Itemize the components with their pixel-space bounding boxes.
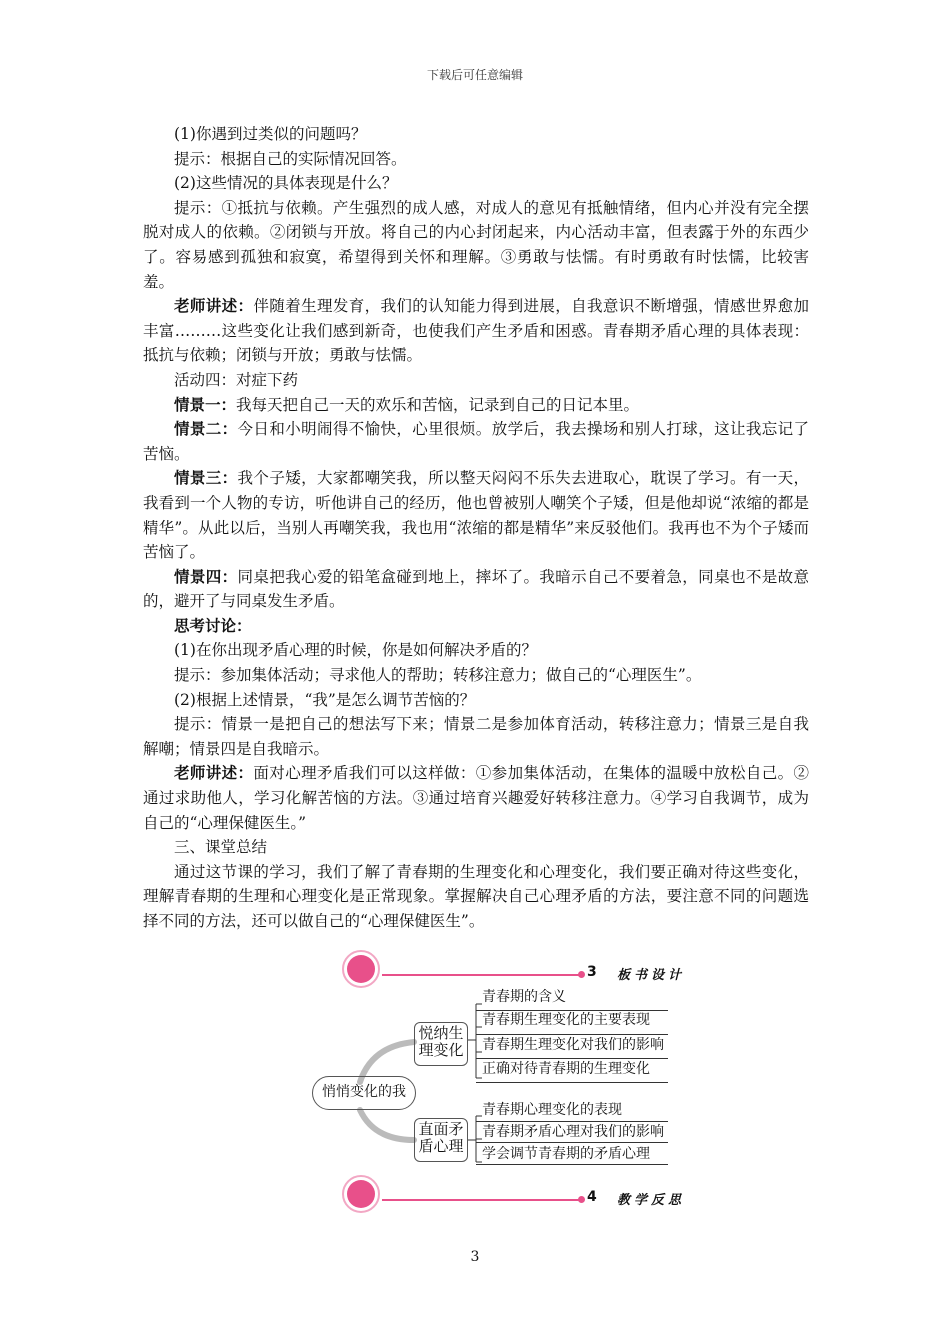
- mind-map-branch-1: 悦纳生理变化: [414, 1022, 468, 1066]
- mind-map-leaf: 青春期矛盾心理对我们的影响: [482, 1124, 664, 1140]
- section-banner-4: [342, 1175, 686, 1215]
- mind-map-leaf: 学会调节青春期的矛盾心理: [482, 1146, 650, 1162]
- mind-map-leaf: 青春期生理变化对我们的影响: [482, 1037, 664, 1053]
- paragraph: 情景四：同桌把我心爱的铅笔盒碰到地上，摔坏了。我暗示自己不要着急，同桌也不是故意的，避开了与同桌发生矛盾。: [143, 566, 809, 611]
- paragraph: 情景二：今日和小明闹得不愉快，心里很烦。放学后，我去操场和别人打球，这让我忘记了苦恼。: [143, 419, 809, 463]
- paragraph: 情景一：我每天把自己一天的欢乐和苦恼，记录到自己的日记本里。: [174, 394, 640, 414]
- banner-number: 3: [587, 964, 597, 980]
- banner-dot-icon: [347, 1180, 375, 1208]
- paragraph: 提示：参加集体活动；寻求他人的帮助；转移注意力；做自己的“心理医生”。: [174, 666, 702, 685]
- mind-map-leaf: 正确对待青春期的生理变化: [482, 1061, 650, 1077]
- banner-end-dot: [578, 1196, 585, 1203]
- page-number: 3: [470, 1249, 480, 1265]
- paragraph: 情景三：我个子矮，大家都嘲笑我，所以整天闷闷不乐失去进取心，耽误了学习。有一天，我看到一个人物的专访，听他讲自己的经历，他也曾被别人嘲笑个子矮，但是他却说“浓缩的都是精华”。从此以后，当别人再嘲笑我，我也用“浓缩的都是精华”来反驳他们。我再也不为个子矮而苦恼了。: [143, 468, 809, 562]
- paragraph: 提示：根据自己的实际情况回答。: [174, 149, 407, 168]
- mind-map-leaf: 青春期生理变化的主要表现: [482, 1012, 650, 1028]
- banner-title: 板书设计: [617, 968, 686, 983]
- banner-number: 4: [587, 1189, 597, 1205]
- mind-map-center: 悄悄变化的我: [312, 1076, 416, 1110]
- mind-map-leaf: 青春期的含义: [482, 989, 566, 1005]
- page-header: 下载后可任意编辑: [426, 68, 523, 82]
- paragraph: 活动四：对症下药: [174, 370, 299, 389]
- banner-line: [382, 1199, 582, 1201]
- paragraph: 思考讨论：: [174, 615, 252, 635]
- mind-map-branch-2: 直面矛盾心理: [414, 1118, 468, 1162]
- paragraph: 通过这节课的学习，我们了解了青春期的生理变化和心理变化，我们要正确对待这些变化，理解青春期的生理和心理变化是正常现象。掌握解决自己心理矛盾的方法，要注意不同的问题选择不同的方法，还可以做自己的“心理保健医生”。: [143, 862, 809, 930]
- paragraph: 老师讲述：伴随着生理发育，我们的认知能力得到进展，自我意识不断增强，情感世界愈加丰富………这些变化让我们感到新奇，也使我们产生矛盾和困惑。青春期矛盾心理的具体表现：抵抗与依赖；闭锁与开放；勇敢与怯懦。: [143, 296, 809, 365]
- paragraph: (2)这些情况的具体表现是什么？: [174, 174, 398, 193]
- paragraph: (1)在你出现矛盾心理的时候，你是如何解决矛盾的？: [174, 641, 537, 660]
- banner-title: 教学反思: [617, 1193, 686, 1208]
- paragraph: 提示：①抵抗与依赖。产生强烈的成人感，对成人的意见有抵触情绪，但内心并没有完全摆脱对成人的依赖。②闭锁与开放。将自己的内心封闭起来，内心活动丰富，但表露于外的东西少了。容易感到孤独和寂寞，希望得到关怀和理解。③勇敢与怯懦。有时勇敢有时怯懦，比较害羞。: [143, 198, 809, 291]
- paragraph: (1)你遇到过类似的问题吗？: [174, 125, 367, 143]
- paragraph: 老师讲述：面对心理矛盾我们可以这样做：①参加集体活动，在集体的温暖中放松自己。②通过求助他人，学习化解苦恼的方法。③通过培育兴趣爱好转移注意力。④学习自我调节，成为自己的“心理保健医生。”: [143, 763, 809, 832]
- paragraph: (2)根据上述情景，“我”是怎么调节苦恼的？: [174, 690, 476, 709]
- mind-map-leaf: 青春期心理变化的表现: [482, 1102, 622, 1118]
- paragraph: 三、课堂总结: [174, 838, 268, 857]
- paragraph: 提示：情景一是把自己的想法写下来；情景二是参加体育活动，转移注意力；情景三是自我解嘲；情景四是自我暗示。: [143, 715, 809, 758]
